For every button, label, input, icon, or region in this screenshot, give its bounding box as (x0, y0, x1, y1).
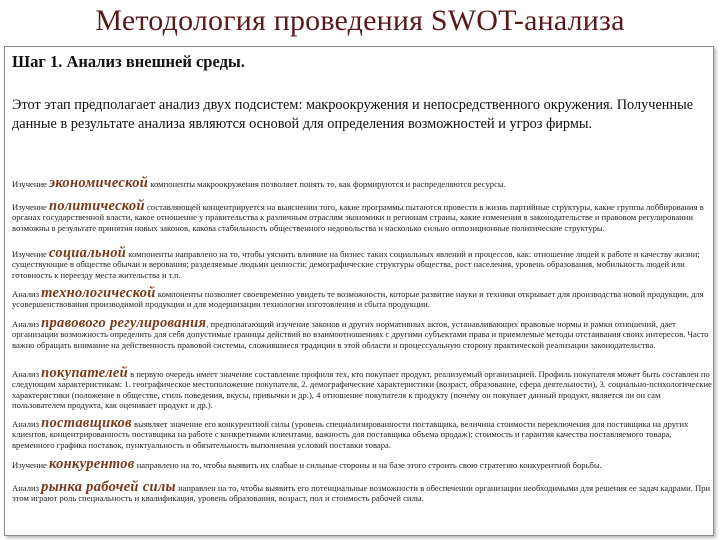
keyword-economic: экономической (49, 175, 149, 191)
keyword-customers: покупателей (41, 365, 128, 381)
paragraph-legal (12, 315, 712, 350)
paragraph-technological (12, 285, 712, 310)
paragraph-body: компоненты позволяет своевременно увидеть те возможности, которые развитие науки и техники открывает для производства новой продукции, для усовершенствования производимой продукции и для модернизации технологии изготовления и сбыта продукции. (12, 289, 704, 310)
paragraph-body: выявляет значение его конкурентной силы (уровень специализированности поставщика, величина стоимости переключения для поставщика на других клиентов, концентрированность поставщика на работе с конкретными клиентами, важность для поставщика объема продаж); стоимость и гарантия качества поставляемого товара, временного графика поставок, пунктуальность и обязательность выполнения условий поставки товара. (12, 419, 689, 450)
paragraph-lead: Анализ (12, 419, 42, 429)
paragraph-body: , предполагающий изучение законов и других нормативных актов, устанавливающих правовые нормы и рамки отношений, дает организации возможность определить для себя допустимые границы действий во взаимоотношениях с другими субъектами права и приемлемые методы отстаивания своих интересов. Часто важно обращать внимание на действенность правовой системы, сложившиеся традиции в этой области и процессуальную сторону практической реализации законодательства. (12, 319, 709, 350)
keyword-social: социальной (49, 245, 127, 261)
paragraph-suppliers (12, 415, 712, 450)
keyword-competitors: конкурентов (49, 456, 135, 472)
paragraph-social (12, 245, 712, 280)
paragraph-customers (12, 365, 712, 411)
paragraph-lead: Изучение (12, 460, 50, 470)
keyword-labor-market: рынка рабочей силы (41, 479, 176, 495)
paragraph-lead: Анализ (12, 483, 42, 493)
paragraph-body: компоненты направлено на то, чтобы уяснить влияние на бизнес таких социальных явлений и процессов, как: отношение людей к работе и качеству жизни; существующие в обществе обычаи и верования; разделяемые людьми ценности; демографические структуры общества, рост населения, уровень образования, мобильность людей или готовность к переезду места жительства и т.п. (12, 249, 700, 280)
step-heading: Шаг 1. Анализ внешней среды. (12, 52, 245, 71)
keyword-suppliers: поставщиков (41, 415, 132, 431)
paragraph-lead: Анализ (12, 289, 42, 299)
keyword-legal: правового регулирования (41, 315, 207, 331)
paragraph-economic (12, 175, 712, 191)
paragraph-lead: Изучение (12, 249, 50, 259)
paragraph-labor-market (12, 479, 712, 504)
paragraph-body: направлено на то, чтобы выявить их слабые и сильные стороны и на базе этого строить свою стратегию конкурентной борьбы. (134, 460, 602, 470)
paragraph-body: компоненты макроокружения позволяет понять то, как формируются и распределяются ресурсы. (148, 179, 506, 189)
paragraph-body: направлен на то, чтобы выявить его потенциальные возможности в обеспечении организации необходимыми для решения ее задач кадрами. При этом играют роль специальность и квалификация, уровень образования, возраст, пол и стоимость рабочей силы. (12, 483, 711, 504)
paragraph-competitors (12, 456, 712, 472)
keyword-political: политической (49, 198, 145, 214)
paragraph-lead: Изучение (12, 179, 50, 189)
paragraph-body: в первую очередь имеет значение составление профиля тех, кто покупает продукт, реализуемый организацией. Профиль покупателя может быть составлен по следующим характеристикам: 1. географическое местоположение покупателя, 2. демографические характеристики (возраст, образование, сфера деятельности), 3. социально-психологические характеристики (положение в обществе, стиль поведения, вкусы, привычки и др.), 4 отношение покупателя к продукту (почему он покупает данный продукт, является ли он сам пользователем продукта, как оценивает продукт и др.). (12, 369, 712, 411)
slide-title: Методология проведения SWOT-анализа (95, 4, 625, 37)
paragraph-lead: Анализ (12, 319, 42, 329)
paragraph-body: составляющей концентрируется на выяснении того, какие программы пытаются провести в жизнь партийные структуры, какие группы лоббирования в органах государственной власти, какое отношение у правительства к различным отраслям экономики и регионам страны, какие изменения в законодательстве и правовом регулировании возможны в результате принятия новых законов, какова стабильность общественного недовольства и насколько сильно оппозиционные политические структуры. (12, 202, 704, 233)
paragraph-lead: Изучение (12, 202, 50, 212)
paragraph-lead: Анализ (12, 369, 42, 379)
keyword-technological: технологической (41, 285, 156, 301)
paragraph-political (12, 198, 712, 233)
intro-text: Этот этап предполагает анализ двух подсистем: макроокружения и непосредственного окружения. Полученные данные в результате анализа являются основой для определения возможностей и угроз фирмы. (12, 97, 694, 132)
